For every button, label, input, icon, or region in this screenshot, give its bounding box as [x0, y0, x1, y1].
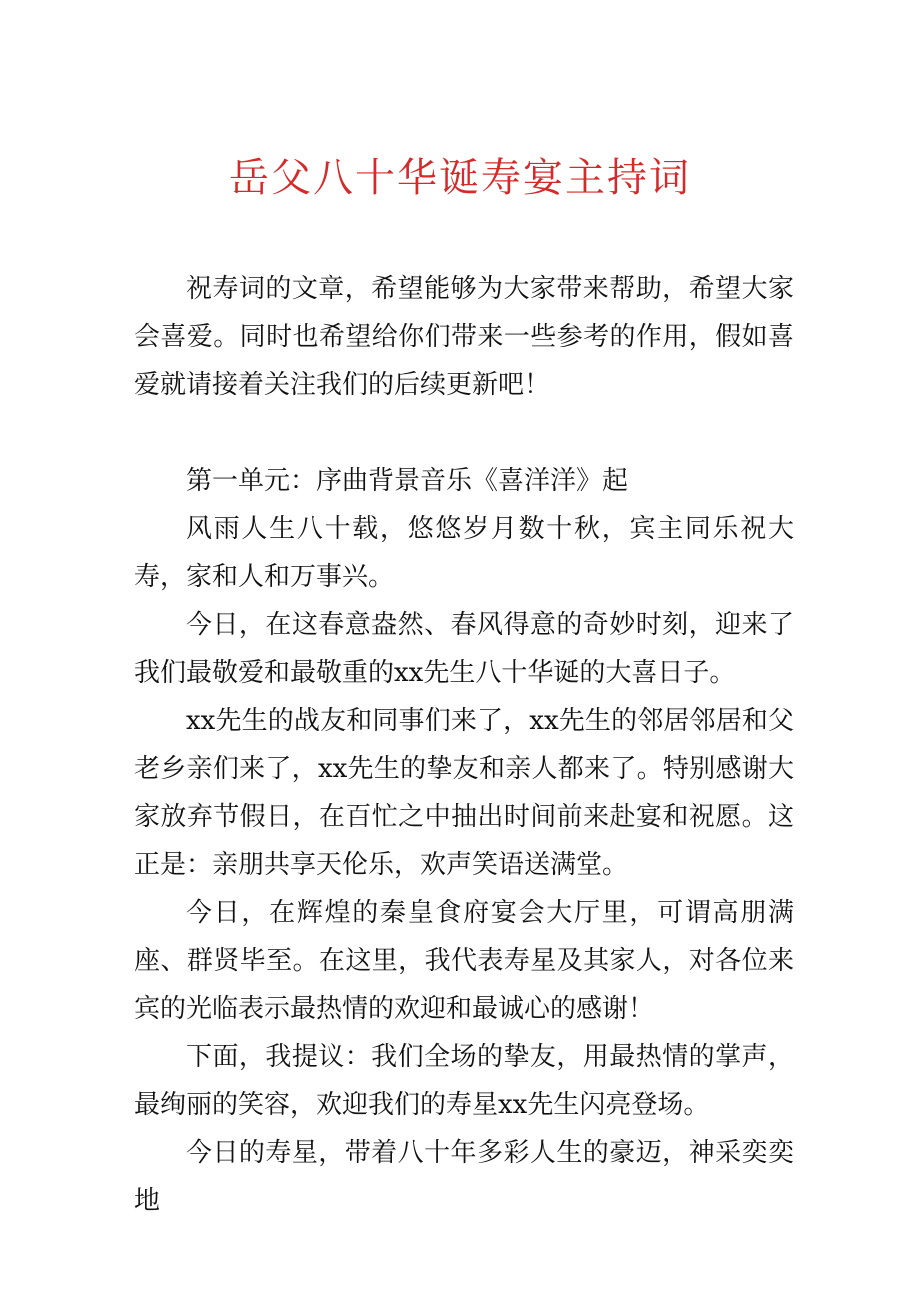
- body-paragraph: 今日，在这春意盎然、春风得意的奇妙时刻，迎来了我们最敬爱和最敬重的xx先生八十华诞的大喜日子。: [134, 610, 794, 688]
- body-paragraph: 今日，在辉煌的秦皇食府宴会大厅里，可谓高朋满座、群贤毕至。在这里，我代表寿星及其家人，对各位来宾的光临表示最热情的欢迎和最诚心的感谢！: [134, 898, 794, 1024]
- body-paragraph: xx先生的战友和同事们来了，xx先生的邻居邻居和父老乡亲们来了，xx先生的挚友和亲人都来了。特别感谢大家放弃节假日，在百忙之中抽出时间前来赴宴和祝愿。这正是：亲朋共享天伦乐，欢声笑语送满堂。: [134, 706, 794, 880]
- document-body: [134, 265, 794, 1225]
- body-paragraph: 今日的寿星，带着八十年多彩人生的豪迈，神采奕奕地: [134, 1138, 794, 1216]
- body-paragraph: 下面，我提议：我们全场的挚友，用最热情的掌声，最绚丽的笑容，欢迎我们的寿星xx先生闪亮登场。: [134, 1042, 794, 1120]
- section-heading: 第一单元：序曲背景音乐《喜洋洋》起: [186, 466, 629, 496]
- intro-paragraph: 祝寿词的文章，希望能够为大家带来帮助，希望大家会喜爱。同时也希望给你们带来一些参考的作用，假如喜爱就请接着关注我们的后续更新吧！: [134, 274, 794, 400]
- page-title: 岳父八十华诞寿宴主持词: [229, 155, 691, 201]
- body-paragraph: 风雨人生八十载，悠悠岁月数十秋，宾主同乐祝大寿，家和人和万事兴。: [134, 514, 794, 592]
